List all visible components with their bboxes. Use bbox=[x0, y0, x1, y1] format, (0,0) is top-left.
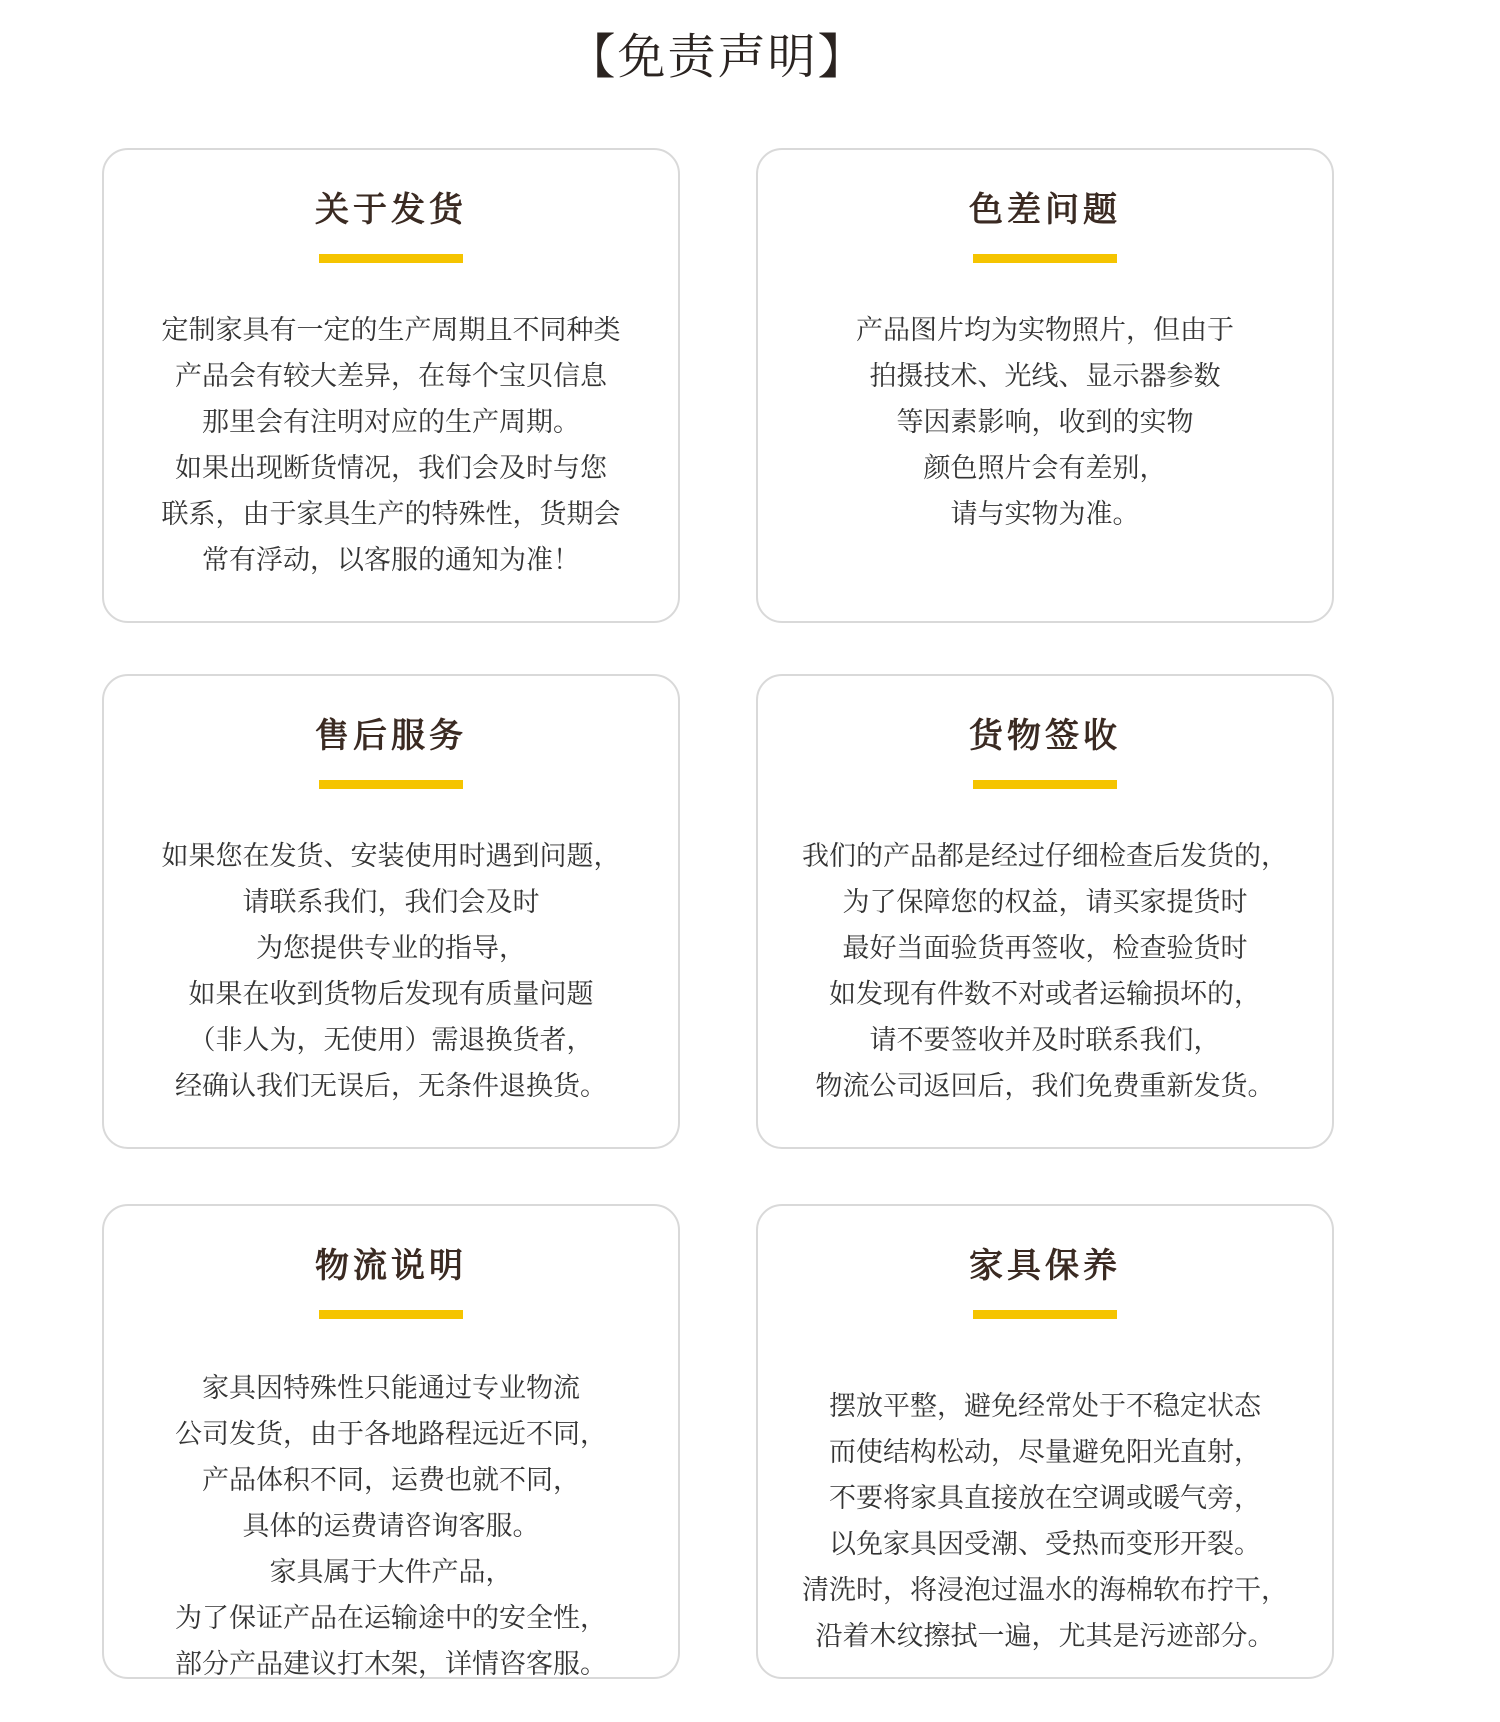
card-title: 关于发货 bbox=[315, 190, 467, 230]
card-text-line: 沿着木纹擦拭一遍，尤其是污迹部分。 bbox=[815, 1621, 1275, 1652]
card-text-line: 那里会有注明对应的生产周期。 bbox=[202, 407, 580, 438]
card-text-line: 部分产品建议打木架，详情咨客服。 bbox=[175, 1649, 607, 1680]
card-text-line: 如果出现断货情况，我们会及时与您 bbox=[175, 453, 607, 484]
card-text-line: 清洗时，将浸泡过温水的海棉软布拧干， bbox=[802, 1575, 1288, 1606]
card-text-line: 家具因特殊性只能通过专业物流 bbox=[202, 1373, 580, 1404]
title-underline bbox=[319, 1310, 463, 1319]
card-text-line: 定制家具有一定的生产周期且不同种类 bbox=[161, 315, 621, 346]
card-text-line: 如果您在发货、安装使用时遇到问题， bbox=[161, 841, 621, 872]
card-text-line: 为您提供专业的指导， bbox=[256, 933, 526, 964]
card-text-line: （非人为，无使用）需退换货者， bbox=[188, 1025, 594, 1056]
title-underline bbox=[973, 780, 1117, 789]
card-text-line: 家具属于大件产品， bbox=[269, 1557, 513, 1588]
card-body bbox=[118, 1366, 664, 1688]
card-text-line: 不要将家具直接放在空调或暖气旁， bbox=[829, 1483, 1261, 1514]
card-text-line: 请不要签收并及时联系我们， bbox=[869, 1025, 1221, 1056]
card-color-difference bbox=[756, 148, 1334, 623]
title-underline bbox=[973, 254, 1117, 263]
card-furniture-care bbox=[756, 1204, 1334, 1679]
card-goods-receipt bbox=[756, 674, 1334, 1149]
card-text-line: 请与实物为准。 bbox=[950, 499, 1140, 530]
card-text-line: 等因素影响，收到的实物 bbox=[896, 407, 1194, 438]
title-underline bbox=[319, 780, 463, 789]
card-text-line: 常有浮动，以客服的通知为准！ bbox=[202, 545, 580, 576]
card-text-line: 以免家具因受潮、受热而变形开裂。 bbox=[829, 1529, 1261, 1560]
card-body bbox=[772, 834, 1318, 1110]
card-text-line: 产品体积不同，运费也就不同， bbox=[202, 1465, 580, 1496]
page-title: 【免责声明】 bbox=[567, 29, 868, 85]
card-text-line: 具体的运费请咨询客服。 bbox=[242, 1511, 540, 1542]
card-text-line: 物流公司返回后，我们免费重新发货。 bbox=[815, 1071, 1275, 1102]
card-text-line: 我们的产品都是经过仔细检查后发货的， bbox=[802, 841, 1288, 872]
card-text-line: 为了保障您的权益，请买家提货时 bbox=[842, 887, 1248, 918]
card-text-line: 颜色照片会有差别， bbox=[923, 453, 1167, 484]
card-body bbox=[118, 308, 664, 584]
card-title: 家具保养 bbox=[969, 1246, 1121, 1286]
card-text-line: 公司发货，由于各地路程远近不同， bbox=[175, 1419, 607, 1450]
card-title: 物流说明 bbox=[315, 1246, 467, 1286]
card-text-line: 如果在收到货物后发现有质量问题 bbox=[188, 979, 594, 1010]
card-text-line: 请联系我们，我们会及时 bbox=[242, 887, 540, 918]
card-text-line: 经确认我们无误后，无条件退换货。 bbox=[175, 1071, 607, 1102]
card-logistics bbox=[102, 1204, 680, 1679]
card-text-line: 产品会有较大差异，在每个宝贝信息 bbox=[175, 361, 607, 392]
card-text-line: 联系，由于家具生产的特殊性，货期会 bbox=[161, 499, 621, 530]
card-title: 色差问题 bbox=[969, 190, 1121, 230]
card-shipping bbox=[102, 148, 680, 623]
card-text-line: 拍摄技术、光线、显示器参数 bbox=[869, 361, 1221, 392]
card-title: 售后服务 bbox=[315, 716, 467, 756]
title-underline bbox=[973, 1310, 1117, 1319]
card-after-sales bbox=[102, 674, 680, 1149]
card-text-line: 如发现有件数不对或者运输损坏的， bbox=[829, 979, 1261, 1010]
card-text-line: 为了保证产品在运输途中的安全性， bbox=[175, 1603, 607, 1634]
card-text-line: 最好当面验货再签收，检查验货时 bbox=[842, 933, 1248, 964]
title-underline bbox=[319, 254, 463, 263]
card-text-line: 而使结构松动，尽量避免阳光直射， bbox=[829, 1437, 1261, 1468]
card-text-line: 摆放平整，避免经常处于不稳定状态 bbox=[829, 1391, 1261, 1422]
card-body bbox=[772, 308, 1318, 538]
card-body bbox=[118, 834, 664, 1110]
card-title: 货物签收 bbox=[969, 716, 1121, 756]
card-body bbox=[772, 1384, 1318, 1660]
card-text-line: 产品图片均为实物照片，但由于 bbox=[856, 315, 1234, 346]
